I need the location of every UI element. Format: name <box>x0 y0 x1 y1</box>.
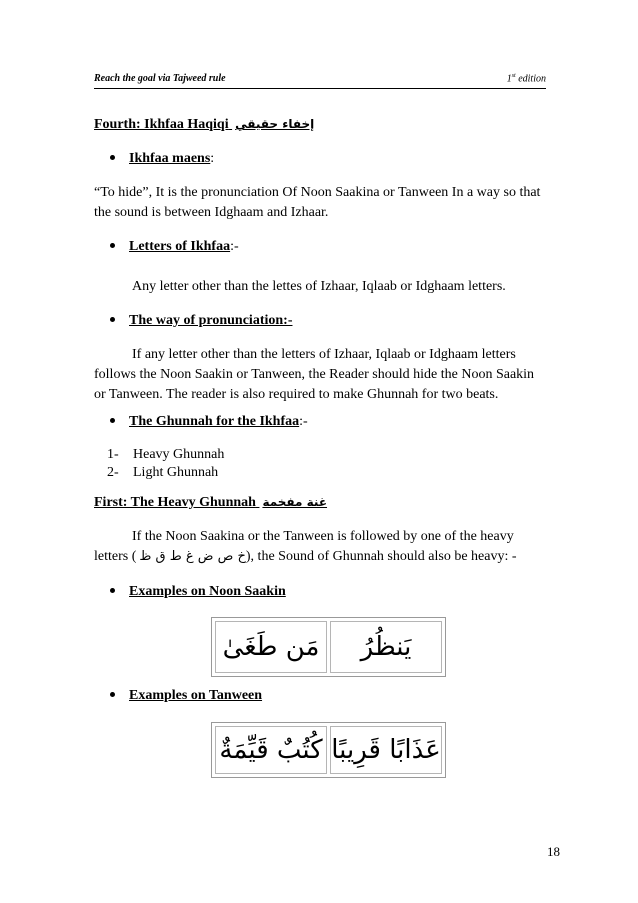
header-rule <box>94 88 546 89</box>
section-heading-ikhfaa-haqiqi: Fourth: Ikhfaa Haqiqi إخفاء حقيقي <box>94 117 315 132</box>
examples-table-tanween <box>211 722 446 778</box>
list-item: 1- Heavy Ghunnah <box>107 447 225 462</box>
bullet-dot-icon <box>110 243 115 248</box>
page-number: 18 <box>547 844 560 859</box>
bullet-dot-icon <box>110 588 115 593</box>
bullet-ikhfaa-meaning: Ikhfaa maens: <box>110 151 214 167</box>
list-item: 2- Light Ghunnah <box>107 465 219 480</box>
bullet-dot-icon <box>110 155 115 160</box>
section-heading-heavy-ghunnah: First: The Heavy Ghunnah غنة مفخمة <box>94 495 328 510</box>
example-cell: كُتُبٌ قَيِّمَةٌ <box>215 726 327 774</box>
bullet-dot-icon <box>110 317 115 322</box>
bullet-letters-of-ikhfaa: Letters of Ikhfaa:- <box>110 239 239 255</box>
running-header-edition: 1st edition <box>506 73 546 85</box>
paragraph-heavy-letters: If the Noon Saakina or the Tanween is followed by one of the heavy letters ( خ ص ض غ ط ق ظ), the Sound of Ghunnah should also be heavy: - <box>94 529 517 564</box>
example-cell: مَن طَغَىٰ <box>215 621 327 673</box>
running-header-title: Reach the goal via Tajweed rule <box>94 73 226 84</box>
bullet-dot-icon <box>110 692 115 697</box>
example-cell: عَذَابًا قَرِيبًا <box>330 726 442 774</box>
paragraph-pronunciation: If any letter other than the letters of Izhaar, Iqlaab or Idghaam letters follows the Noon Saakin or Tanween, the Reader should hide the Noon Saakin or Tanween. The reader is also required to make Ghunnah for two beats. <box>94 347 535 402</box>
paragraph-letters: Any letter other than the lettes of Izhaar, Iqlaab or Idghaam letters. <box>132 279 506 294</box>
bullet-way-of-pronunciation: The way of pronunciation:- <box>110 313 292 329</box>
bullet-examples-noon-saakin: Examples on Noon Saakin <box>110 584 286 600</box>
bullet-ghunnah-for-ikhfaa: The Ghunnah for the Ikhfaa:- <box>110 414 308 430</box>
examples-table-noon-saakin <box>211 617 446 677</box>
example-cell: يَنظُرُ <box>330 621 442 673</box>
heavy-letters-arabic: خ ص ض غ ط ق ظ <box>139 549 246 564</box>
bullet-dot-icon <box>110 418 115 423</box>
bullet-examples-tanween: Examples on Tanween <box>110 688 262 704</box>
paragraph-meaning: “To hide”, It is the pronunciation Of Noon Saakina or Tanween In a way so that the sound is between Idghaam and Izhaar. <box>94 185 541 220</box>
